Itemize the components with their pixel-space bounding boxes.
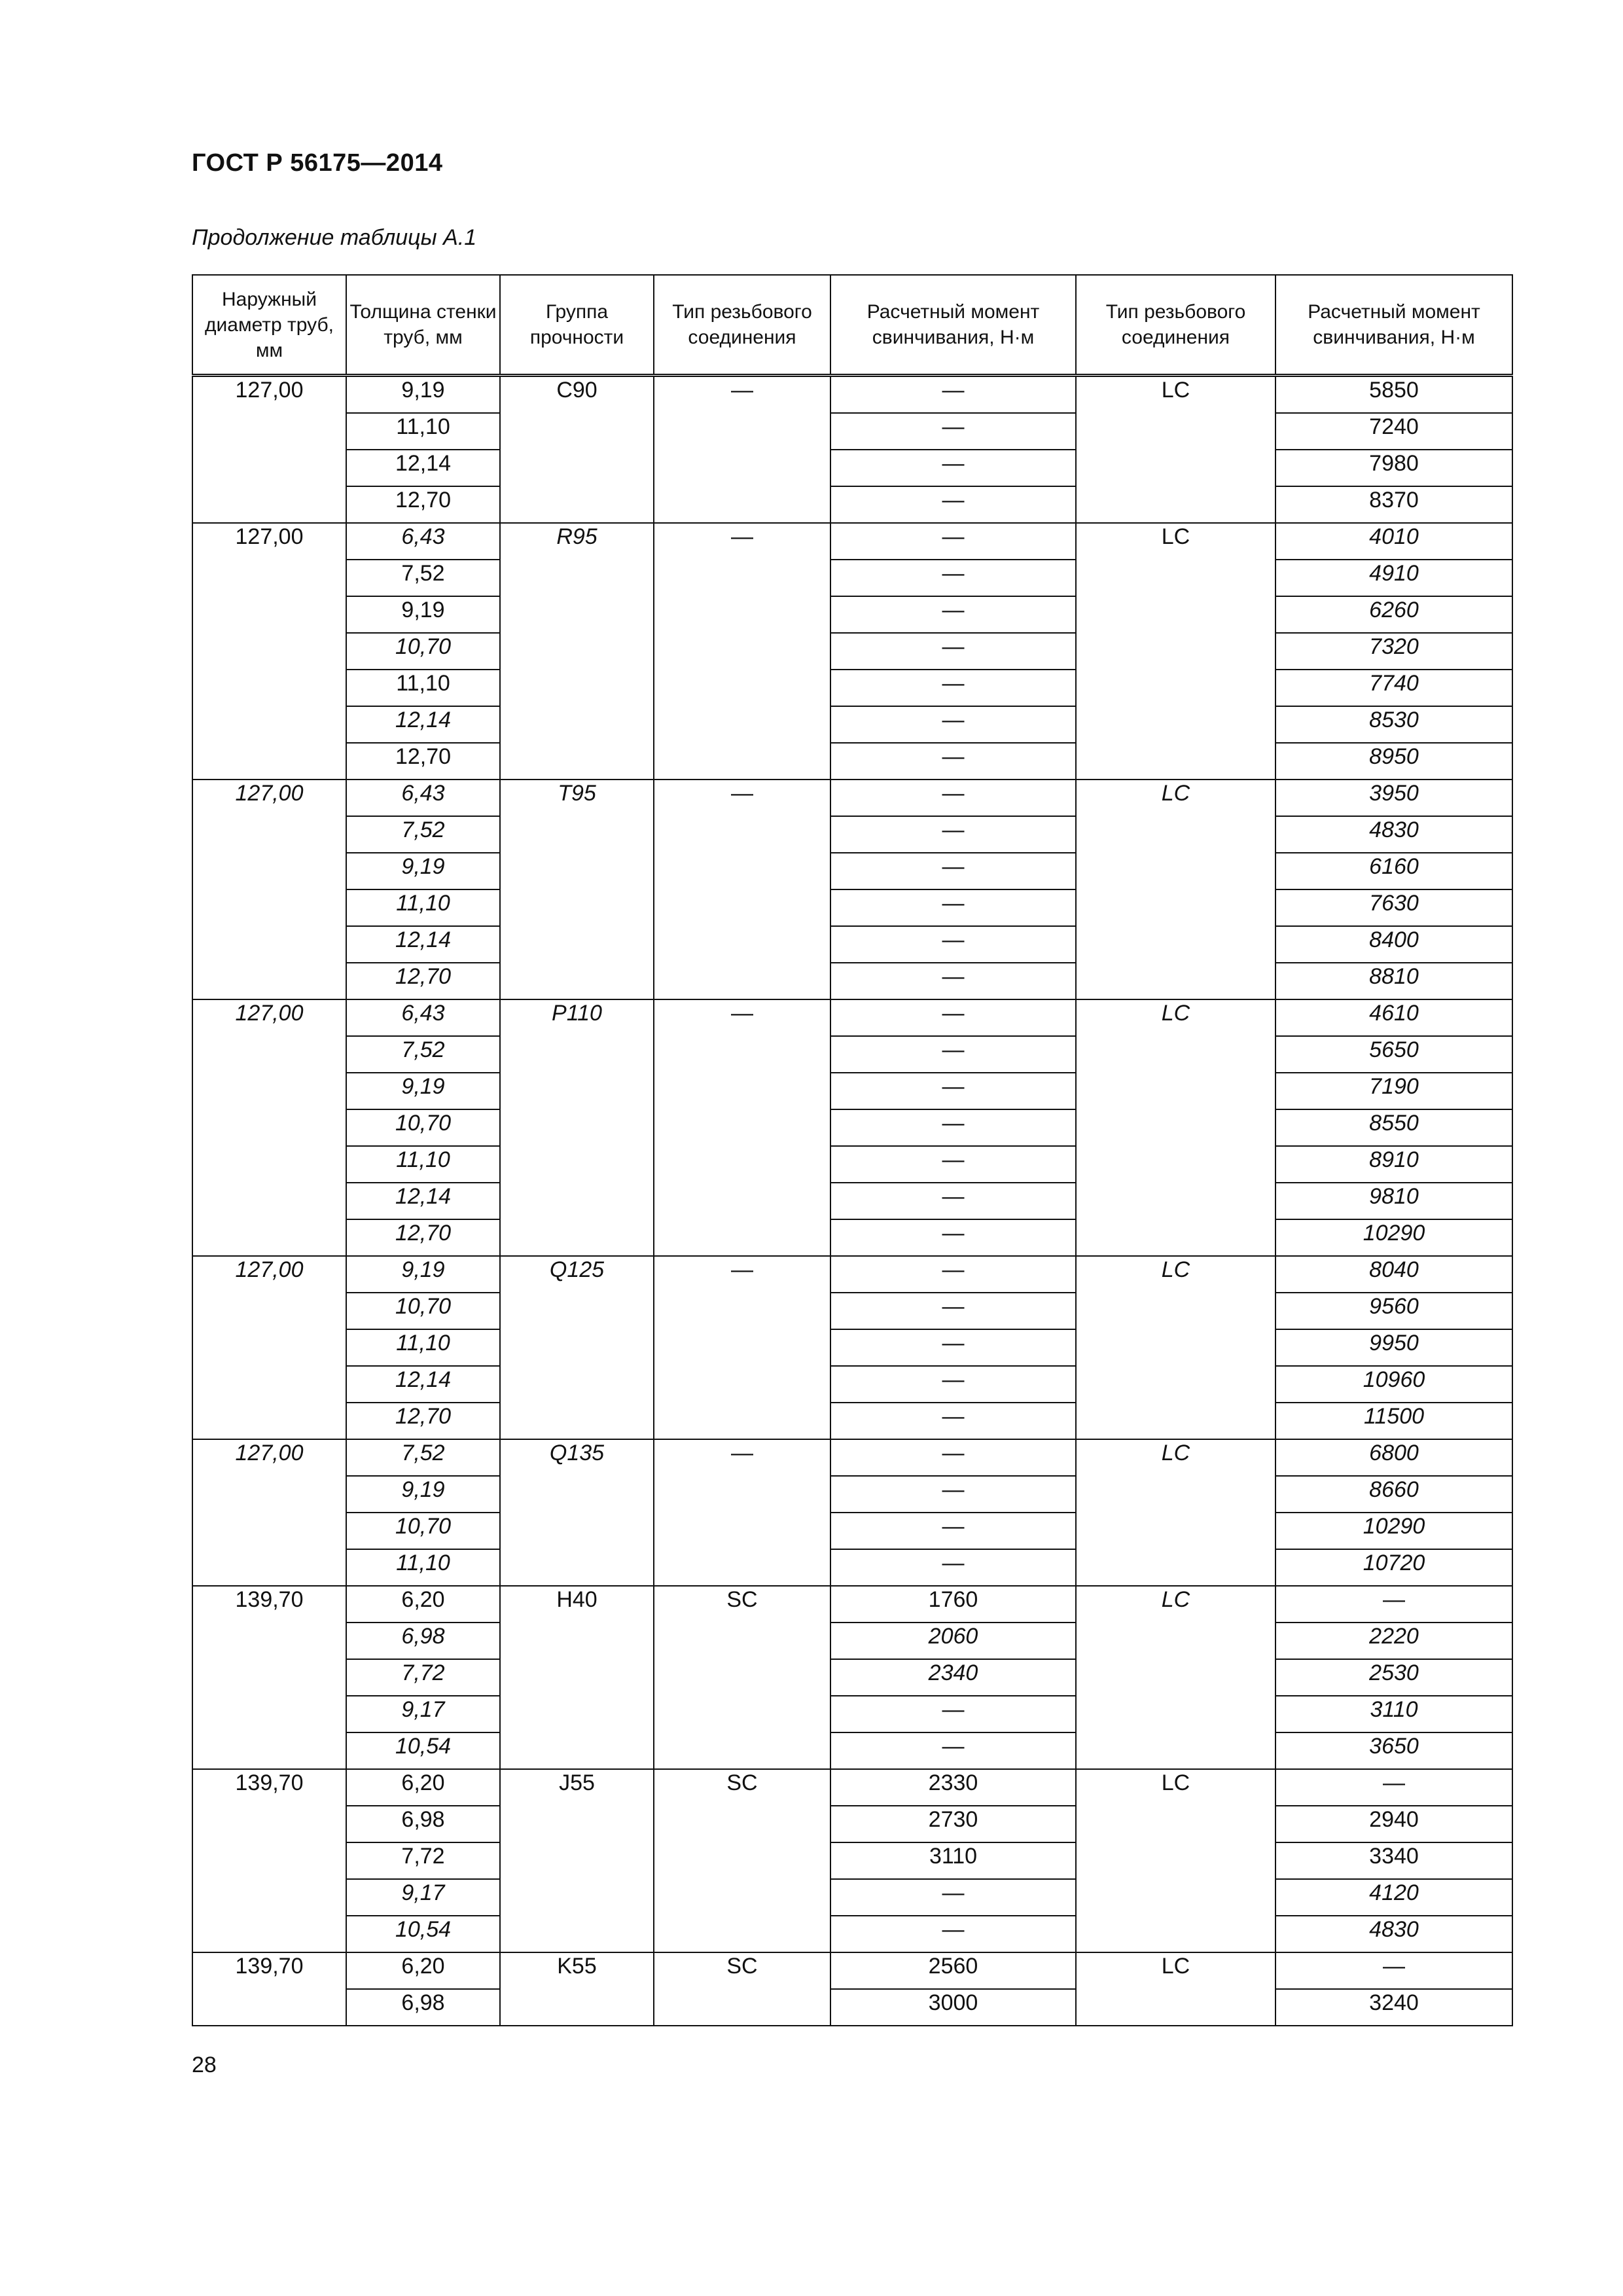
torque-1-cell: — (830, 853, 1076, 889)
torque-2-cell: 3110 (1275, 1696, 1512, 1732)
header-strength-grade: Группа прочности (500, 275, 654, 376)
strength-grade-cell: Q125 (500, 1256, 654, 1439)
header-wall-thickness: Толщина стенки труб, мм (346, 275, 500, 376)
table-row (192, 1109, 1512, 1146)
wall-thickness-cell: 12,70 (346, 486, 500, 523)
torque-2-cell: 3340 (1275, 1842, 1512, 1879)
wall-thickness-cell: 6,43 (346, 999, 500, 1036)
torque-2-cell: 4830 (1275, 1916, 1512, 1952)
torque-1-cell: — (830, 1146, 1076, 1183)
torque-1-cell: — (830, 1476, 1076, 1513)
header-outer-diameter: Наружный диаметр труб, мм (192, 275, 346, 376)
table-row (192, 1952, 1512, 1989)
torque-1-cell: — (830, 376, 1076, 414)
wall-thickness-cell: 12,14 (346, 1366, 500, 1403)
wall-thickness-cell: 11,10 (346, 413, 500, 450)
wall-thickness-cell: 10,70 (346, 1293, 500, 1329)
torque-2-cell: 7240 (1275, 413, 1512, 450)
wall-thickness-cell: 10,70 (346, 633, 500, 670)
torque-1-cell: — (830, 560, 1076, 596)
table-row (192, 450, 1512, 486)
table-row (192, 413, 1512, 450)
wall-thickness-cell: 7,72 (346, 1842, 500, 1879)
outer-diameter-cell: 139,70 (192, 1769, 346, 1952)
torque-2-cell: 8950 (1275, 743, 1512, 780)
torque-2-cell: — (1275, 1952, 1512, 1989)
torque-1-cell: — (830, 670, 1076, 706)
torque-1-cell: — (830, 1439, 1076, 1476)
table-header-row (192, 275, 1512, 376)
table-row (192, 1989, 1512, 2026)
header-connection-type-2: Тип резьбового соединения (1076, 275, 1275, 376)
torque-1-cell: — (830, 889, 1076, 926)
wall-thickness-cell: 11,10 (346, 1549, 500, 1586)
connection-type-1-cell: — (654, 376, 830, 524)
wall-thickness-cell: 7,72 (346, 1659, 500, 1696)
outer-diameter-cell: 127,00 (192, 1439, 346, 1586)
table-row (192, 1513, 1512, 1549)
torque-1-cell: 2560 (830, 1952, 1076, 1989)
table-row (192, 1586, 1512, 1623)
connection-type-1-cell: — (654, 999, 830, 1256)
torque-2-cell: 8040 (1275, 1256, 1512, 1293)
table-row (192, 1806, 1512, 1842)
table-row (192, 1439, 1512, 1476)
torque-2-cell: 6800 (1275, 1439, 1512, 1476)
table-row (192, 1476, 1512, 1513)
table-row (192, 999, 1512, 1036)
connection-type-1-cell: — (654, 780, 830, 999)
table-row (192, 523, 1512, 560)
torque-1-cell: — (830, 1549, 1076, 1586)
table-row (192, 1219, 1512, 1256)
torque-1-cell: 2060 (830, 1623, 1076, 1659)
table-row (192, 1732, 1512, 1769)
strength-grade-cell: Н40 (500, 1586, 654, 1769)
wall-thickness-cell: 9,19 (346, 853, 500, 889)
torque-1-cell: — (830, 633, 1076, 670)
torque-2-cell: 9950 (1275, 1329, 1512, 1366)
wall-thickness-cell: 9,19 (346, 1476, 500, 1513)
torque-1-cell: 3110 (830, 1842, 1076, 1879)
torque-2-cell: 6160 (1275, 853, 1512, 889)
torque-2-cell: 10290 (1275, 1219, 1512, 1256)
torque-2-cell: 6260 (1275, 596, 1512, 633)
torque-1-cell: — (830, 743, 1076, 780)
torque-1-cell: — (830, 1109, 1076, 1146)
table-row (192, 926, 1512, 963)
table-row (192, 486, 1512, 523)
torque-1-cell: — (830, 1256, 1076, 1293)
table-row (192, 1842, 1512, 1879)
table-row (192, 1696, 1512, 1732)
strength-grade-cell: Р110 (500, 999, 654, 1256)
table-row (192, 853, 1512, 889)
wall-thickness-cell: 6,20 (346, 1586, 500, 1623)
wall-thickness-cell: 6,98 (346, 1623, 500, 1659)
wall-thickness-cell: 6,98 (346, 1989, 500, 2026)
torque-2-cell: 2220 (1275, 1623, 1512, 1659)
torque-table (192, 274, 1513, 2026)
wall-thickness-cell: 10,54 (346, 1732, 500, 1769)
table-row (192, 1329, 1512, 1366)
torque-2-cell: 4830 (1275, 816, 1512, 853)
table-row (192, 1256, 1512, 1293)
torque-2-cell: 9810 (1275, 1183, 1512, 1219)
wall-thickness-cell: 11,10 (346, 889, 500, 926)
page-number: 28 (192, 2053, 217, 2077)
connection-type-1-cell: SC (654, 1952, 830, 2026)
connection-type-2-cell: LC (1076, 1769, 1275, 1952)
torque-2-cell: 8910 (1275, 1146, 1512, 1183)
wall-thickness-cell: 12,14 (346, 1183, 500, 1219)
torque-1-cell: — (830, 1183, 1076, 1219)
wall-thickness-cell: 6,98 (346, 1806, 500, 1842)
wall-thickness-cell: 12,70 (346, 963, 500, 999)
torque-1-cell: — (830, 926, 1076, 963)
torque-2-cell: 3650 (1275, 1732, 1512, 1769)
torque-2-cell: — (1275, 1586, 1512, 1623)
torque-2-cell: 8370 (1275, 486, 1512, 523)
torque-1-cell: — (830, 1916, 1076, 1952)
torque-2-cell: 7980 (1275, 450, 1512, 486)
torque-1-cell: — (830, 1219, 1076, 1256)
connection-type-1-cell: — (654, 1256, 830, 1439)
table-row (192, 1036, 1512, 1073)
strength-grade-cell: K55 (500, 1952, 654, 2026)
connection-type-2-cell: LC (1076, 1439, 1275, 1586)
torque-1-cell: — (830, 999, 1076, 1036)
torque-1-cell: — (830, 816, 1076, 853)
torque-2-cell: 7630 (1275, 889, 1512, 926)
wall-thickness-cell: 6,20 (346, 1769, 500, 1806)
table-row (192, 1293, 1512, 1329)
wall-thickness-cell: 11,10 (346, 1146, 500, 1183)
torque-1-cell: — (830, 780, 1076, 816)
table-row (192, 816, 1512, 853)
table-body (192, 376, 1512, 2026)
torque-1-cell: — (830, 963, 1076, 999)
torque-1-cell: — (830, 1879, 1076, 1916)
torque-2-cell: 8810 (1275, 963, 1512, 999)
torque-1-cell: — (830, 486, 1076, 523)
torque-1-cell: — (830, 1073, 1076, 1109)
torque-1-cell: — (830, 1366, 1076, 1403)
wall-thickness-cell: 9,19 (346, 596, 500, 633)
wall-thickness-cell: 10,70 (346, 1109, 500, 1146)
wall-thickness-cell: 9,19 (346, 1073, 500, 1109)
torque-2-cell: 8400 (1275, 926, 1512, 963)
torque-1-cell: — (830, 1696, 1076, 1732)
outer-diameter-cell: 127,00 (192, 999, 346, 1256)
wall-thickness-cell: 10,70 (346, 1513, 500, 1549)
wall-thickness-cell: 12,14 (346, 706, 500, 743)
wall-thickness-cell: 6,43 (346, 523, 500, 560)
torque-1-cell: — (830, 706, 1076, 743)
torque-1-cell: — (830, 596, 1076, 633)
torque-1-cell: — (830, 1036, 1076, 1073)
torque-1-cell: 1760 (830, 1586, 1076, 1623)
torque-2-cell: 10720 (1275, 1549, 1512, 1586)
torque-2-cell: 9560 (1275, 1293, 1512, 1329)
torque-2-cell: 2940 (1275, 1806, 1512, 1842)
outer-diameter-cell: 127,00 (192, 1256, 346, 1439)
wall-thickness-cell: 9,17 (346, 1879, 500, 1916)
wall-thickness-cell: 7,52 (346, 816, 500, 853)
outer-diameter-cell: 127,00 (192, 376, 346, 524)
torque-2-cell: 3240 (1275, 1989, 1512, 2026)
table-row (192, 743, 1512, 780)
table-row (192, 706, 1512, 743)
header-connection-type-1: Тип резьбового соединения (654, 275, 830, 376)
table-row (192, 596, 1512, 633)
table-row (192, 670, 1512, 706)
wall-thickness-cell: 12,70 (346, 1403, 500, 1439)
header-torque-2: Расчетный момент свинчивания, Н·м (1275, 275, 1512, 376)
connection-type-2-cell: LC (1076, 999, 1275, 1256)
torque-1-cell: — (830, 1732, 1076, 1769)
torque-2-cell: 5850 (1275, 376, 1512, 414)
wall-thickness-cell: 9,19 (346, 1256, 500, 1293)
outer-diameter-cell: 127,00 (192, 780, 346, 999)
torque-2-cell: 4910 (1275, 560, 1512, 596)
connection-type-1-cell: SC (654, 1769, 830, 1952)
torque-1-cell: 2340 (830, 1659, 1076, 1696)
connection-type-1-cell: — (654, 523, 830, 780)
torque-2-cell: 7320 (1275, 633, 1512, 670)
outer-diameter-cell: 139,70 (192, 1952, 346, 2026)
connection-type-2-cell: LC (1076, 1952, 1275, 2026)
wall-thickness-cell: 7,52 (346, 1439, 500, 1476)
wall-thickness-cell: 12,14 (346, 926, 500, 963)
torque-1-cell: 2730 (830, 1806, 1076, 1842)
table-row (192, 963, 1512, 999)
torque-2-cell: 4610 (1275, 999, 1512, 1036)
table-row (192, 633, 1512, 670)
outer-diameter-cell: 139,70 (192, 1586, 346, 1769)
torque-2-cell: 8660 (1275, 1476, 1512, 1513)
torque-2-cell: 7190 (1275, 1073, 1512, 1109)
table-row (192, 1146, 1512, 1183)
torque-1-cell: — (830, 1293, 1076, 1329)
torque-1-cell: — (830, 1513, 1076, 1549)
torque-2-cell: — (1275, 1769, 1512, 1806)
torque-1-cell: 3000 (830, 1989, 1076, 2026)
table-row (192, 376, 1512, 414)
torque-1-cell: 2330 (830, 1769, 1076, 1806)
connection-type-2-cell: LC (1076, 376, 1275, 524)
document-title: ГОСТ Р 56175—2014 (192, 149, 443, 177)
torque-2-cell: 8550 (1275, 1109, 1512, 1146)
connection-type-2-cell: LC (1076, 1586, 1275, 1769)
wall-thickness-cell: 7,52 (346, 1036, 500, 1073)
torque-2-cell: 11500 (1275, 1403, 1512, 1439)
torque-2-cell: 5650 (1275, 1036, 1512, 1073)
torque-2-cell: 7740 (1275, 670, 1512, 706)
header-torque-1: Расчетный момент свинчивания, Н·м (830, 275, 1076, 376)
torque-2-cell: 8530 (1275, 706, 1512, 743)
table-row (192, 889, 1512, 926)
connection-type-2-cell: LC (1076, 523, 1275, 780)
wall-thickness-cell: 6,43 (346, 780, 500, 816)
wall-thickness-cell: 7,52 (346, 560, 500, 596)
torque-2-cell: 4120 (1275, 1879, 1512, 1916)
table-row (192, 1659, 1512, 1696)
table-row (192, 1403, 1512, 1439)
torque-2-cell: 10290 (1275, 1513, 1512, 1549)
strength-grade-cell: J55 (500, 1769, 654, 1952)
table-row (192, 1366, 1512, 1403)
table-row (192, 1183, 1512, 1219)
wall-thickness-cell: 11,10 (346, 670, 500, 706)
strength-grade-cell: Т95 (500, 780, 654, 999)
table-row (192, 1549, 1512, 1586)
torque-1-cell: — (830, 1403, 1076, 1439)
table-caption: Продолжение таблицы А.1 (192, 225, 477, 250)
torque-2-cell: 10960 (1275, 1366, 1512, 1403)
wall-thickness-cell: 9,17 (346, 1696, 500, 1732)
wall-thickness-cell: 9,19 (346, 376, 500, 414)
wall-thickness-cell: 10,54 (346, 1916, 500, 1952)
table-row (192, 1879, 1512, 1916)
wall-thickness-cell: 12,70 (346, 743, 500, 780)
wall-thickness-cell: 12,14 (346, 450, 500, 486)
strength-grade-cell: Q135 (500, 1439, 654, 1586)
strength-grade-cell: R95 (500, 523, 654, 780)
wall-thickness-cell: 6,20 (346, 1952, 500, 1989)
torque-2-cell: 2530 (1275, 1659, 1512, 1696)
connection-type-2-cell: LC (1076, 1256, 1275, 1439)
table-row (192, 1623, 1512, 1659)
wall-thickness-cell: 12,70 (346, 1219, 500, 1256)
connection-type-1-cell: — (654, 1439, 830, 1586)
torque-1-cell: — (830, 1329, 1076, 1366)
torque-1-cell: — (830, 450, 1076, 486)
table-row (192, 780, 1512, 816)
strength-grade-cell: С90 (500, 376, 654, 524)
connection-type-2-cell: LC (1076, 780, 1275, 999)
connection-type-1-cell: SC (654, 1586, 830, 1769)
table-row (192, 1073, 1512, 1109)
table-row (192, 560, 1512, 596)
torque-2-cell: 3950 (1275, 780, 1512, 816)
torque-2-cell: 4010 (1275, 523, 1512, 560)
torque-1-cell: — (830, 523, 1076, 560)
wall-thickness-cell: 11,10 (346, 1329, 500, 1366)
outer-diameter-cell: 127,00 (192, 523, 346, 780)
torque-1-cell: — (830, 413, 1076, 450)
table-row (192, 1769, 1512, 1806)
table-row (192, 1916, 1512, 1952)
